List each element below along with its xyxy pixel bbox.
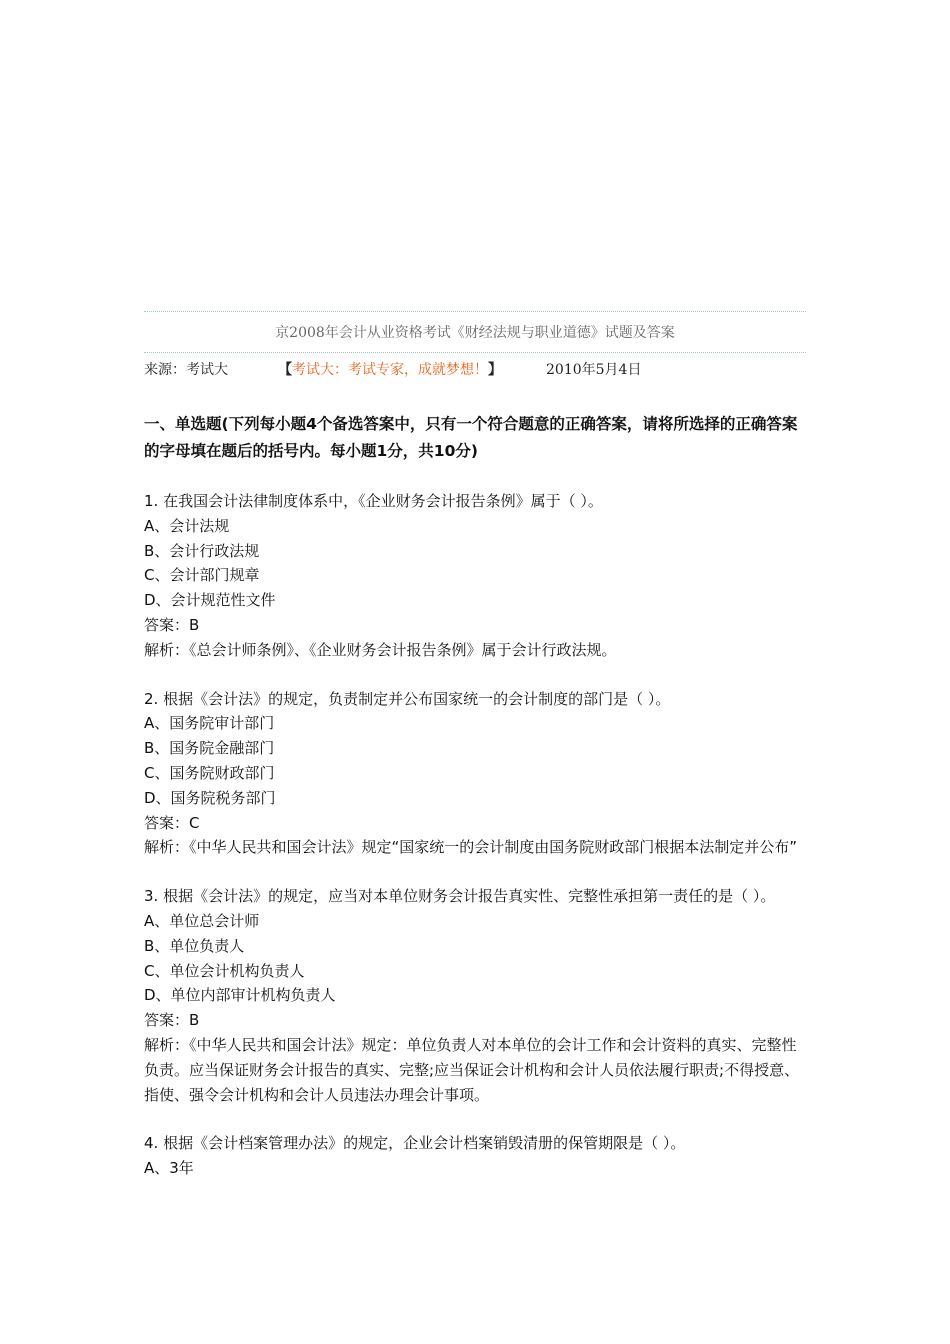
analysis: 解析：《中华人民共和国会计法》规定“国家统一的会计制度由国务院财政部门根据本法制定并公布” bbox=[144, 838, 798, 857]
answer: 答案：B bbox=[144, 1011, 200, 1030]
publish-date: 2010年5月4日 bbox=[546, 362, 642, 378]
option-b: B、国务院金融部门 bbox=[144, 739, 275, 758]
slogan-text[interactable]: 考试大：考试专家，成就梦想！ bbox=[292, 362, 488, 378]
document-page bbox=[144, 311, 806, 1181]
option-a: A、单位总会计师 bbox=[144, 911, 260, 930]
option-d: D、单位内部审计机构负责人 bbox=[144, 986, 336, 1005]
slogan-open-bracket: 【 bbox=[278, 362, 292, 378]
page-title: 京2008年会计从业资格考试《财经法规与职业道德》试题及答案 bbox=[275, 325, 675, 341]
slogan-link[interactable] bbox=[278, 359, 502, 379]
option-a: A、会计法规 bbox=[144, 516, 230, 535]
section-heading: 一、单选题(下列每小题4个备选答案中，只有一个符合题意的正确答案，请将所选择的正确答案的字母填在题后的括号内。每小题1分，共10分) bbox=[144, 415, 798, 460]
option-a: A、3年 bbox=[144, 1159, 194, 1178]
slogan-close-bracket: 】 bbox=[488, 362, 502, 378]
option-d: D、会计规范性文件 bbox=[144, 591, 276, 610]
question-stem: 3. 根据《会计法》的规定，应当对本单位财务会计报告真实性、完整性承担第一责任的是（ ）。 bbox=[144, 887, 776, 906]
option-c: C、国务院财政部门 bbox=[144, 763, 275, 782]
question-2 bbox=[144, 687, 806, 861]
option-c: C、会计部门规章 bbox=[144, 566, 260, 585]
article-meta bbox=[144, 353, 806, 381]
question-1 bbox=[144, 489, 806, 663]
question-stem: 4. 根据《会计档案管理办法》的规定，企业会计档案销毁清册的保管期限是（ ）。 bbox=[144, 1134, 686, 1153]
question-stem: 2. 根据《会计法》的规定，负责制定并公布国家统一的会计制度的部门是（ ）。 bbox=[144, 689, 671, 708]
option-a: A、国务院审计部门 bbox=[144, 714, 275, 733]
option-b: B、会计行政法规 bbox=[144, 541, 260, 560]
source-label: 来源：考试大 bbox=[144, 362, 228, 378]
option-c: C、单位会计机构负责人 bbox=[144, 961, 305, 980]
question-4 bbox=[144, 1131, 806, 1181]
answer: 答案：B bbox=[144, 615, 200, 634]
question-stem: 1. 在我国会计法律制度体系中，《企业财务会计报告条例》属于（ ）。 bbox=[144, 492, 603, 510]
question-3 bbox=[144, 884, 806, 1107]
analysis: 解析：《总会计师条例》、《企业财务会计报告条例》属于会计行政法规。 bbox=[144, 640, 617, 659]
option-b: B、单位负责人 bbox=[144, 936, 245, 955]
analysis: 解析：《中华人民共和国会计法》规定：单位负责人对本单位的会计工作和会计资料的真实、完整性负责。应当保证财务会计报告的真实、完整;应当保证会计机构和会计人员依法履行职责;不得授意、指使、强令会计机构和会计人员违法办理会计事项。 bbox=[144, 1035, 800, 1104]
option-d: D、国务院税务部门 bbox=[144, 788, 276, 807]
answer: 答案：C bbox=[144, 813, 200, 832]
